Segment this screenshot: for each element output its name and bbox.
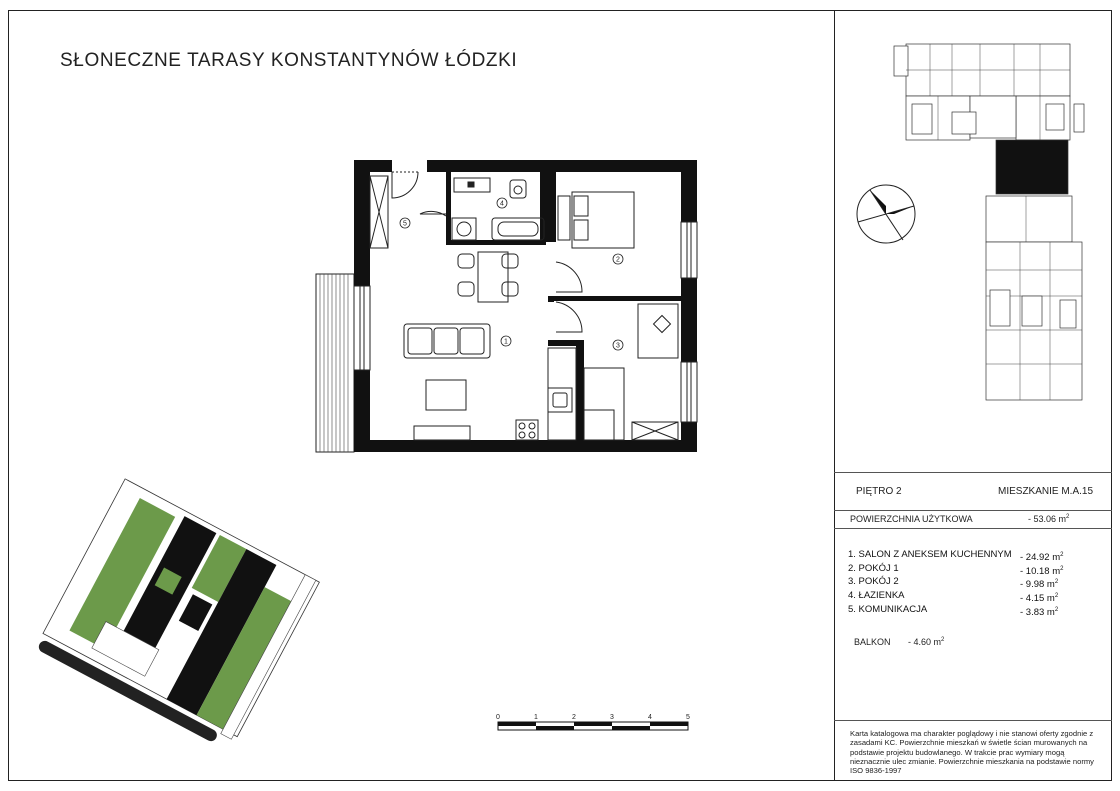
room-row bbox=[848, 605, 1100, 619]
building-key bbox=[894, 44, 1084, 400]
room-row bbox=[848, 577, 1100, 591]
usable-area-label: POWIERZCHNIA UŻYTKOWA bbox=[850, 514, 973, 524]
info-line-area bbox=[834, 528, 1112, 529]
room-number-3: 3 bbox=[616, 342, 620, 350]
room-area: - 3.83 $m^2$ bbox=[1020, 606, 1059, 618]
room-name: 1. SALON Z ANEKSEM KUCHENNYM bbox=[848, 549, 1012, 560]
room-row bbox=[848, 550, 1100, 564]
scale-tick-0: 0 bbox=[496, 714, 500, 721]
room-list bbox=[848, 550, 1100, 618]
scale-tick-3: 3 bbox=[610, 714, 614, 721]
scale-tick-1: 1 bbox=[534, 714, 538, 721]
room-name: 3. POKÓJ 2 bbox=[848, 576, 899, 588]
info-line-mid bbox=[834, 510, 1112, 511]
room-area: - 24.92 $m^2$ bbox=[1020, 552, 1064, 564]
room-number-4: 4 bbox=[500, 200, 504, 208]
info-line-bottom bbox=[834, 720, 1112, 721]
balcony-value: - 4.60 $m^2$ bbox=[908, 637, 945, 647]
room-number-1: 1 bbox=[504, 338, 508, 346]
room-area: - 4.15 $m^2$ bbox=[1020, 592, 1059, 605]
page-title: SŁONECZNE TARASY KONSTANTYNÓW ŁÓDZKI bbox=[60, 50, 518, 71]
scale-tick-2: 2 bbox=[572, 714, 576, 721]
room-area: - 9.98 $m^2$ bbox=[1020, 579, 1059, 591]
north-arrow bbox=[857, 185, 915, 243]
info-line-top bbox=[834, 472, 1112, 473]
room-row bbox=[848, 564, 1100, 578]
balcony-label: BALKON bbox=[854, 637, 891, 647]
apartment-label: MIESZKANIE M.A.15 bbox=[998, 486, 1094, 497]
room-name: 4. ŁAZIENKA bbox=[848, 589, 905, 601]
scale-tick-4: 4 bbox=[648, 714, 652, 721]
site-plan bbox=[35, 479, 319, 752]
scale-bar-labels bbox=[496, 714, 690, 721]
usable-area-value: - 53.06 $m^2$ bbox=[1028, 514, 1070, 524]
room-area: - 10.18 $m^2$ bbox=[1020, 565, 1064, 577]
scale-tick-5: 5 bbox=[686, 714, 690, 721]
room-name: 5. KOMUNIKACJA bbox=[848, 603, 928, 615]
disclaimer-text: Karta katalogowa ma charakter poglądowy i nie stanowi oferty zgodnie z zasadami KC. Powierzchnie mieszkań w świetle ścian murowanych na podstawie projektu budowlanego. W trakcie prac wymiary mogą nieznacznie ulec zmianie. Powierzchnie mieszkania na podstawie normy ISO 9836-1997 bbox=[850, 729, 1094, 776]
floor-label: PIĘTRO 2 bbox=[856, 486, 902, 497]
room-name: 2. POKÓJ 1 bbox=[848, 562, 899, 574]
outer-walls bbox=[354, 160, 697, 452]
room-markers bbox=[400, 198, 623, 350]
room-numbers bbox=[403, 201, 620, 350]
scale-bar bbox=[498, 722, 688, 730]
room-row bbox=[848, 591, 1100, 605]
room-number-5: 5 bbox=[403, 220, 407, 228]
balcony bbox=[316, 274, 354, 452]
room-number-2: 2 bbox=[616, 256, 620, 264]
